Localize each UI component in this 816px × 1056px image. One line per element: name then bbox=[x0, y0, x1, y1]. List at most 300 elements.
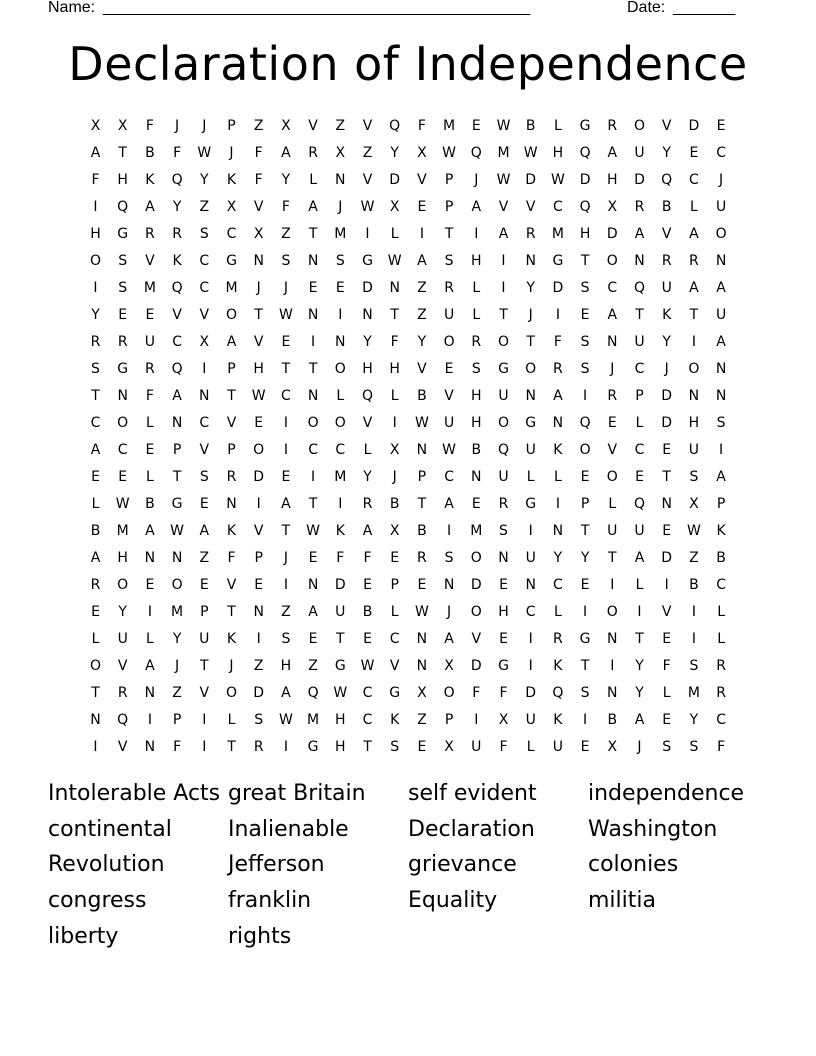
grid-letter: O bbox=[443, 685, 455, 701]
grid-row bbox=[82, 302, 734, 329]
grid-letter: C bbox=[634, 361, 645, 377]
grid-letter: L bbox=[553, 469, 562, 485]
grid-letter: K bbox=[553, 442, 563, 458]
grid-letter: T bbox=[662, 469, 671, 485]
word-bank-item: franklin bbox=[228, 888, 312, 914]
grid-letter: E bbox=[390, 550, 400, 566]
grid-letter: G bbox=[552, 253, 564, 269]
grid-letter: Q bbox=[470, 145, 482, 161]
grid-letter: E bbox=[471, 496, 481, 512]
grid-letter: W bbox=[414, 604, 429, 620]
grid-letter: D bbox=[470, 577, 482, 593]
grid-letter: V bbox=[389, 658, 400, 674]
grid-letter: V bbox=[199, 442, 210, 458]
grid-letter: I bbox=[664, 577, 669, 593]
grid-letter: A bbox=[90, 442, 101, 458]
grid-letter: S bbox=[281, 253, 291, 269]
grid-letter: L bbox=[227, 712, 236, 728]
grid-letter: R bbox=[607, 118, 618, 134]
grid-letter: N bbox=[389, 280, 400, 296]
grid-letter: A bbox=[145, 523, 155, 539]
grid-letter: V bbox=[226, 415, 237, 431]
grid-letter: F bbox=[417, 118, 426, 134]
grid-letter: S bbox=[254, 712, 264, 728]
grid-letter: E bbox=[716, 118, 726, 134]
grid-letter: U bbox=[443, 307, 455, 323]
grid-letter: Y bbox=[172, 631, 182, 647]
grid-letter: R bbox=[117, 334, 128, 350]
grid-letter: W bbox=[550, 172, 565, 188]
grid-letter: D bbox=[552, 280, 564, 296]
grid-letter: H bbox=[335, 739, 346, 755]
grid-letter: A bbox=[308, 604, 318, 620]
grid-letter: S bbox=[281, 631, 291, 647]
grid-letter: M bbox=[443, 118, 456, 134]
grid-letter: N bbox=[552, 523, 564, 539]
grid-letter: Q bbox=[171, 172, 183, 188]
grid-letter: A bbox=[689, 226, 699, 242]
grid-letter: W bbox=[360, 658, 375, 674]
grid-letter: A bbox=[172, 388, 182, 404]
grid-letter: D bbox=[334, 577, 346, 593]
grid-letter: Q bbox=[117, 712, 129, 728]
grid-letter: U bbox=[335, 604, 346, 620]
grid-letter: I bbox=[283, 442, 288, 458]
grid-letter: A bbox=[362, 523, 373, 539]
grid-letter: D bbox=[634, 172, 645, 188]
grid-letter: I bbox=[338, 307, 343, 323]
grid-letter: R bbox=[525, 226, 536, 242]
grid-letter: T bbox=[281, 361, 291, 377]
grid-letter: O bbox=[334, 415, 346, 431]
grid-letter: Y bbox=[390, 145, 399, 161]
grid-letter: X bbox=[417, 145, 427, 161]
grid-letter: J bbox=[338, 199, 343, 215]
grid-letter: L bbox=[390, 604, 399, 620]
grid-letter: I bbox=[501, 280, 506, 296]
grid-letter: F bbox=[173, 145, 182, 161]
grid-letter: N bbox=[607, 631, 618, 647]
word-bank-item: continental bbox=[48, 816, 172, 842]
grid-letter: G bbox=[117, 226, 129, 242]
grid-letter: R bbox=[253, 739, 264, 755]
grid-letter: Q bbox=[579, 415, 591, 431]
grid-letter: J bbox=[283, 550, 288, 566]
grid-letter: Z bbox=[172, 685, 182, 701]
grid-letter: P bbox=[172, 712, 182, 728]
grid-letter: E bbox=[580, 577, 590, 593]
grid-letter: D bbox=[606, 226, 618, 242]
grid-letter: Z bbox=[335, 118, 346, 134]
grid-letter: M bbox=[143, 280, 156, 296]
grid-letter: S bbox=[499, 523, 508, 539]
grid-letter: E bbox=[145, 577, 155, 593]
grid-letter: Z bbox=[417, 712, 427, 728]
grid-letter: Y bbox=[363, 469, 372, 485]
grid-letter: F bbox=[472, 685, 481, 701]
grid-letter: K bbox=[172, 253, 182, 269]
grid-letter: Y bbox=[200, 172, 209, 188]
grid-letter: K bbox=[390, 712, 400, 728]
grid-letter: V bbox=[362, 415, 373, 431]
grid-letter: C bbox=[117, 442, 128, 458]
grid-letter: I bbox=[93, 280, 98, 296]
grid-letter: N bbox=[525, 577, 536, 593]
grid-letter: Z bbox=[199, 199, 210, 215]
grid-letter: O bbox=[525, 361, 537, 377]
grid-letter: I bbox=[283, 415, 288, 431]
grid-letter: N bbox=[715, 253, 727, 269]
grid-letter: N bbox=[525, 388, 536, 404]
grid-letter: S bbox=[662, 739, 672, 755]
grid-letter: V bbox=[444, 388, 454, 404]
grid-letter: G bbox=[579, 118, 591, 134]
grid-letter: L bbox=[390, 226, 399, 242]
name-field-line: ________________________________________________ bbox=[103, 0, 531, 16]
grid-letter: E bbox=[91, 604, 100, 620]
grid-letter: O bbox=[225, 685, 238, 701]
grid-letter: F bbox=[390, 334, 399, 350]
grid-letter: A bbox=[281, 145, 291, 161]
grid-letter: H bbox=[688, 415, 700, 431]
grid-letter: D bbox=[661, 550, 673, 566]
grid-letter: R bbox=[417, 550, 427, 566]
grid-letter: F bbox=[254, 145, 263, 161]
grid-letter: F bbox=[717, 739, 726, 755]
grid-letter: R bbox=[90, 334, 101, 350]
grid-letter: P bbox=[635, 388, 644, 404]
grid-letter: T bbox=[580, 253, 590, 269]
grid-letter: T bbox=[499, 307, 508, 323]
grid-letter: U bbox=[498, 469, 509, 485]
grid-letter: Q bbox=[579, 199, 591, 215]
grid-letter: I bbox=[691, 604, 696, 620]
grid-letter: L bbox=[717, 604, 725, 620]
grid-letter: E bbox=[281, 469, 291, 485]
grid-letter: H bbox=[362, 361, 373, 377]
grid-letter: R bbox=[553, 631, 563, 647]
grid-letter: G bbox=[389, 685, 401, 701]
grid-letter: D bbox=[253, 469, 265, 485]
grid-letter: C bbox=[553, 199, 563, 215]
grid-letter: E bbox=[91, 469, 100, 485]
grid-letter: Z bbox=[417, 307, 427, 323]
grid-letter: T bbox=[200, 658, 209, 674]
grid-letter: V bbox=[253, 199, 264, 215]
grid-letter: E bbox=[635, 469, 644, 485]
grid-letter: W bbox=[278, 307, 293, 323]
grid-letter: C bbox=[281, 388, 291, 404]
grid-letter: O bbox=[633, 118, 646, 134]
grid-letter: I bbox=[93, 739, 98, 755]
grid-letter: L bbox=[472, 307, 481, 323]
grid-letter: A bbox=[417, 253, 427, 269]
grid-letter: Y bbox=[281, 172, 291, 188]
grid-letter: A bbox=[471, 199, 482, 215]
grid-letter: O bbox=[443, 334, 455, 350]
grid-letter: Z bbox=[281, 604, 291, 620]
grid-letter: F bbox=[499, 739, 508, 755]
grid-letter: N bbox=[416, 442, 428, 458]
grid-letter: I bbox=[447, 523, 452, 539]
grid-row bbox=[82, 518, 734, 545]
grid-letter: T bbox=[608, 550, 617, 566]
grid-letter: O bbox=[579, 442, 591, 458]
grid-letter: Q bbox=[389, 118, 401, 134]
grid-letter: E bbox=[580, 469, 590, 485]
grid-letter: I bbox=[610, 577, 615, 593]
grid-letter: E bbox=[281, 334, 291, 350]
grid-letter: F bbox=[499, 685, 508, 701]
grid-letter: E bbox=[308, 550, 318, 566]
grid-letter: G bbox=[525, 496, 537, 512]
grid-letter: X bbox=[117, 118, 128, 134]
grid-letter: O bbox=[715, 226, 727, 242]
grid-letter: C bbox=[362, 712, 373, 728]
grid-letter: E bbox=[335, 280, 345, 296]
grid-letter: U bbox=[443, 415, 455, 431]
grid-letter: T bbox=[363, 739, 372, 755]
grid-letter: E bbox=[417, 199, 427, 215]
grid-letter: S bbox=[580, 334, 590, 350]
grid-letter: L bbox=[717, 631, 725, 647]
word-bank-item: independence bbox=[588, 781, 745, 806]
grid-letter: L bbox=[635, 415, 644, 431]
grid-letter: F bbox=[363, 550, 372, 566]
grid-letter: I bbox=[147, 604, 152, 620]
grid-letter: I bbox=[283, 577, 288, 593]
grid-letter: O bbox=[497, 334, 510, 350]
grid-letter: Y bbox=[580, 550, 590, 566]
grid-letter: X bbox=[389, 523, 400, 539]
grid-letter: N bbox=[362, 307, 373, 323]
grid-letter: L bbox=[472, 280, 481, 296]
grid-letter: B bbox=[607, 712, 618, 728]
grid-letter: D bbox=[525, 172, 537, 188]
grid-letter: V bbox=[417, 361, 427, 377]
grid-letter: T bbox=[580, 658, 590, 674]
grid-letter: I bbox=[202, 739, 207, 755]
grid-letter: S bbox=[118, 280, 128, 296]
grid-letter: S bbox=[689, 469, 699, 485]
word-bank-item: Inalienable bbox=[228, 816, 349, 842]
grid-letter: T bbox=[118, 145, 127, 161]
grid-letter: T bbox=[254, 307, 263, 323]
grid-letter: E bbox=[662, 523, 672, 539]
grid-letter: B bbox=[417, 388, 427, 404]
page-title: Declaration of Independence bbox=[68, 37, 748, 91]
grid-letter: L bbox=[526, 469, 535, 485]
grid-letter: R bbox=[362, 496, 373, 512]
grid-letter: G bbox=[525, 415, 537, 431]
grid-letter: I bbox=[501, 253, 506, 269]
grid-letter: X bbox=[689, 496, 699, 512]
grid-letter: V bbox=[308, 118, 318, 134]
grid-letter: W bbox=[115, 496, 130, 512]
grid-letter: A bbox=[281, 685, 291, 701]
grid-letter: U bbox=[715, 307, 727, 323]
grid-letter: L bbox=[635, 577, 644, 593]
grid-letter: I bbox=[528, 523, 533, 539]
grid-letter: Z bbox=[689, 550, 699, 566]
grid-letter: T bbox=[689, 307, 699, 323]
grid-letter: L bbox=[145, 631, 154, 647]
grid-letter: I bbox=[311, 469, 316, 485]
grid-letter: H bbox=[607, 172, 618, 188]
word-bank-item: great Britain bbox=[228, 781, 366, 806]
grid-letter: X bbox=[417, 685, 427, 701]
word-bank-item: Revolution bbox=[48, 852, 165, 878]
grid-letter: P bbox=[580, 496, 590, 512]
grid-letter: V bbox=[417, 172, 427, 188]
grid-letter: I bbox=[610, 658, 615, 674]
grid-letter: R bbox=[689, 253, 699, 269]
grid-letter: L bbox=[91, 496, 100, 512]
grid-letter: R bbox=[634, 199, 645, 215]
grid-letter: T bbox=[336, 631, 345, 647]
word-bank-item: Equality bbox=[408, 888, 498, 914]
grid-letter: L bbox=[91, 631, 100, 647]
grid-letter: C bbox=[634, 442, 645, 458]
grid-letter: N bbox=[144, 739, 156, 755]
grid-letter: C bbox=[716, 145, 726, 161]
grid-letter: L bbox=[608, 496, 617, 512]
grid-letter: R bbox=[607, 388, 618, 404]
grid-letter: T bbox=[91, 685, 100, 701]
grid-letter: L bbox=[526, 739, 535, 755]
grid-letter: K bbox=[662, 307, 672, 323]
grid-letter: R bbox=[145, 361, 155, 377]
grid-letter: N bbox=[661, 496, 672, 512]
grid-letter: C bbox=[389, 631, 400, 647]
grid-letter: E bbox=[145, 307, 155, 323]
grid-letter: E bbox=[118, 469, 128, 485]
grid-letter: W bbox=[251, 388, 266, 404]
grid-row bbox=[82, 653, 734, 680]
grid-letter: R bbox=[308, 145, 318, 161]
grid-letter: J bbox=[528, 307, 533, 323]
grid-letter: X bbox=[281, 118, 291, 134]
word-bank-item: grievance bbox=[408, 852, 517, 878]
grid-letter: P bbox=[254, 550, 263, 566]
grid-letter: O bbox=[171, 577, 183, 593]
grid-letter: A bbox=[689, 280, 699, 296]
grid-letter: E bbox=[118, 307, 128, 323]
grid-letter: N bbox=[253, 604, 264, 620]
grid-letter: U bbox=[117, 631, 128, 647]
grid-row bbox=[82, 680, 734, 707]
grid-letter: E bbox=[471, 118, 481, 134]
grid-letter: O bbox=[606, 253, 618, 269]
grid-letter: Y bbox=[172, 199, 182, 215]
grid-letter: H bbox=[498, 604, 509, 620]
grid-letter: N bbox=[335, 172, 346, 188]
grid-letter: X bbox=[607, 739, 618, 755]
grid-letter: U bbox=[634, 523, 645, 539]
grid-letter: I bbox=[474, 712, 479, 728]
grid-letter: S bbox=[390, 739, 400, 755]
grid-letter: E bbox=[417, 739, 427, 755]
grid-letter: U bbox=[688, 442, 700, 458]
grid-letter: E bbox=[254, 577, 264, 593]
grid-letter: E bbox=[689, 145, 699, 161]
grid-letter: X bbox=[253, 226, 264, 242]
grid-letter: D bbox=[389, 172, 401, 188]
grid-letter: V bbox=[661, 118, 672, 134]
grid-letter: V bbox=[525, 199, 536, 215]
grid-letter: I bbox=[338, 496, 343, 512]
grid-letter: B bbox=[417, 523, 427, 539]
grid-letter: J bbox=[474, 172, 479, 188]
grid-letter: A bbox=[607, 145, 618, 161]
grid-letter: Y bbox=[363, 334, 372, 350]
grid-letter: X bbox=[444, 739, 454, 755]
grid-letter: B bbox=[716, 550, 726, 566]
grid-letter: G bbox=[498, 361, 509, 377]
grid-letter: H bbox=[552, 145, 564, 161]
grid-letter: O bbox=[253, 442, 265, 458]
grid-letter: W bbox=[306, 523, 321, 539]
grid-letter: X bbox=[389, 199, 400, 215]
grid-letter: V bbox=[199, 307, 210, 323]
grid-letter: Z bbox=[253, 658, 264, 674]
grid-letter: J bbox=[719, 172, 724, 188]
word-bank-item: liberty bbox=[48, 923, 119, 949]
grid-letter: R bbox=[145, 226, 155, 242]
grid-letter: X bbox=[607, 199, 618, 215]
grid-letter: I bbox=[555, 496, 560, 512]
grid-letter: H bbox=[335, 712, 346, 728]
grid-letter: C bbox=[553, 577, 563, 593]
grid-letter: W bbox=[170, 523, 185, 539]
grid-letter: M bbox=[171, 604, 184, 620]
grid-letter: N bbox=[552, 415, 564, 431]
grid-letter: B bbox=[90, 523, 101, 539]
grid-letter: L bbox=[689, 199, 698, 215]
grid-letter: T bbox=[635, 307, 644, 323]
grid-letter: M bbox=[225, 280, 238, 296]
grid-letter: T bbox=[227, 604, 236, 620]
grid-letter: T bbox=[281, 523, 291, 539]
grid-letter: Y bbox=[662, 334, 671, 350]
grid-letter: P bbox=[444, 172, 454, 188]
grid-letter: R bbox=[226, 469, 237, 485]
grid-letter: W bbox=[686, 523, 701, 539]
grid-letter: I bbox=[691, 334, 696, 350]
grid-letter: A bbox=[145, 658, 155, 674]
grid-letter: R bbox=[172, 226, 182, 242]
grid-letter: H bbox=[280, 658, 292, 674]
grid-letter: K bbox=[145, 172, 155, 188]
grid-letter: J bbox=[202, 118, 207, 134]
grid-letter: X bbox=[389, 442, 400, 458]
grid-letter: V bbox=[172, 307, 182, 323]
grid-letter: I bbox=[637, 604, 642, 620]
grid-letter: I bbox=[419, 226, 424, 242]
grid-letter: I bbox=[202, 712, 207, 728]
grid-letter: I bbox=[528, 631, 533, 647]
grid-letter: J bbox=[256, 280, 261, 296]
grid-letter: U bbox=[471, 739, 482, 755]
grid-letter: F bbox=[145, 118, 154, 134]
grid-letter: B bbox=[362, 604, 373, 620]
grid-letter: W bbox=[360, 199, 375, 215]
grid-letter: I bbox=[691, 631, 696, 647]
grid-letter: L bbox=[662, 685, 671, 701]
grid-letter: E bbox=[199, 496, 209, 512]
grid-letter: E bbox=[580, 739, 590, 755]
grid-letter: I bbox=[583, 604, 588, 620]
